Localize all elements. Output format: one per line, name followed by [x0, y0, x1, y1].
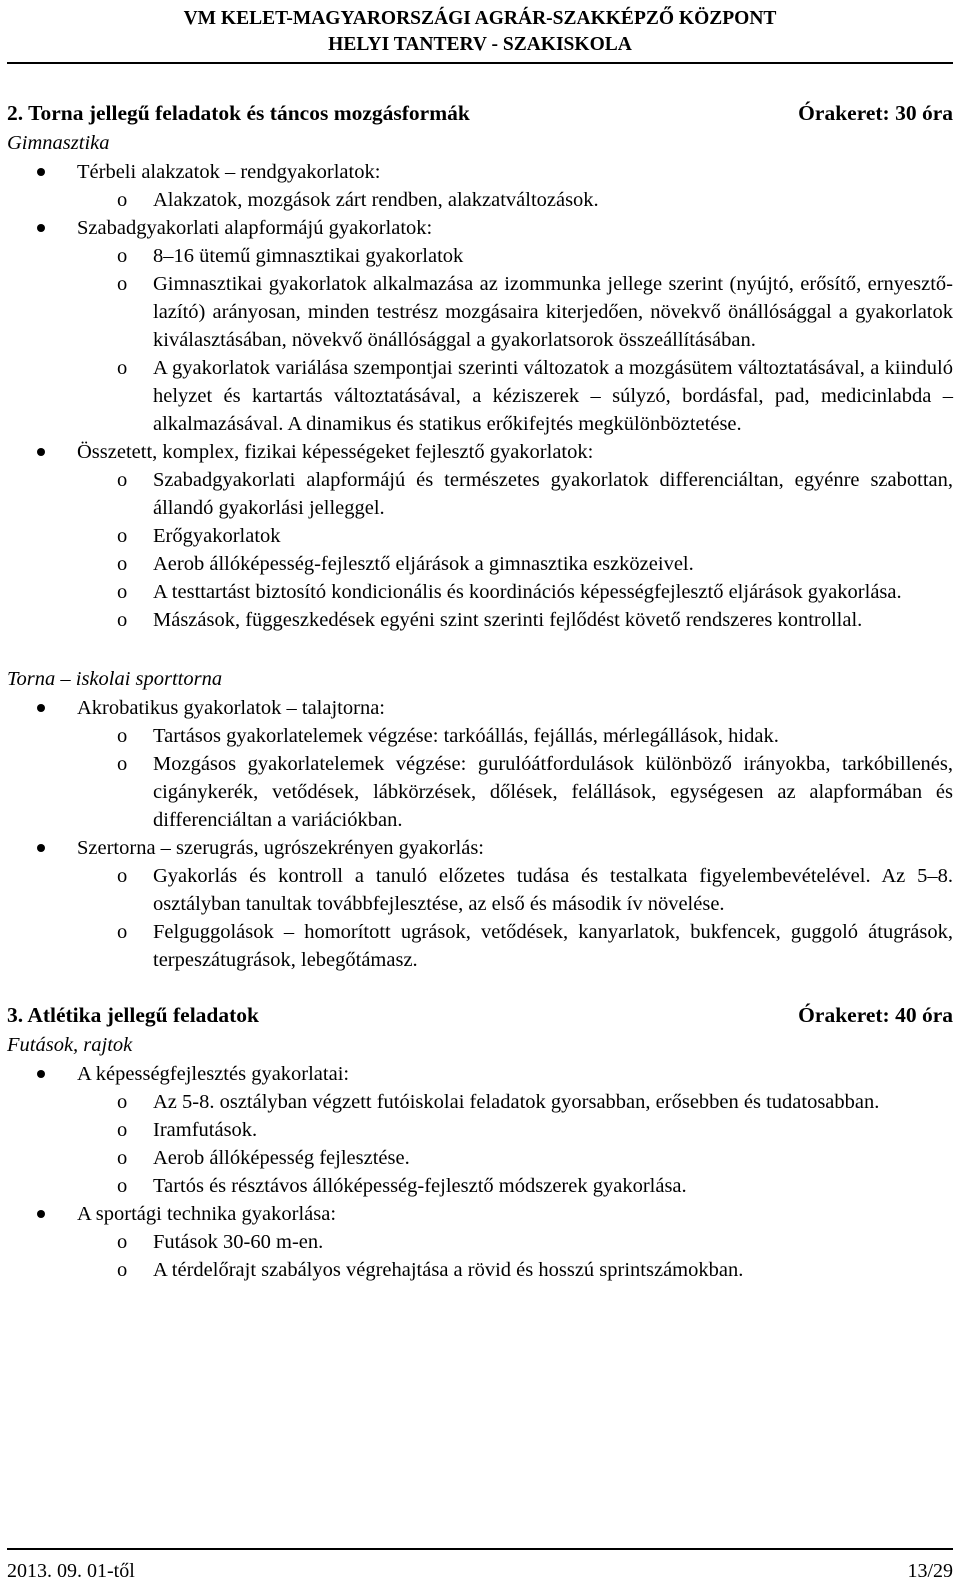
sub-item: o Szabadgyakorlati alapformájú és természetes gyakorlatok differenciáltan, egyénre szabottan, állandó gyakorlási jelleggel. [7, 466, 953, 522]
sub-item: o Felguggolások – homorított ugrások, vetődések, kanyarlatok, bukfencek, guggoló átugrások, terpeszátugrások, lebegőtámasz. [7, 918, 953, 974]
sub-list [7, 1088, 953, 1200]
sub-item: o A testtartást biztosító kondicionális és koordinációs képességfejlesztő eljárások gyakorlása. [7, 578, 953, 606]
bullet-item [7, 834, 953, 974]
sub-item: o A gyakorlatok variálása szempontjai szerinti változatok a mozgásütem változtatásával, a kiinduló helyzet és kartartás változtatásával, a kéziszerek – súlyzó, bordásfal, pad, medicinlabda – alkalmazásával. A dinamikus és statikus erőkifejtés megkülönböztetése. [7, 354, 953, 438]
section-title: 2. Torna jellegű feladatok és táncos mozgásformák [7, 101, 470, 125]
sub-item: o Tartásos gyakorlatelemek végzése: tarkóállás, fejállás, mérlegállások, hidak. [7, 722, 953, 750]
sub-item: o Futások 30-60 m-en. [7, 1228, 953, 1256]
bullet-list [7, 694, 953, 974]
bullet-item [7, 1200, 953, 1284]
bullet-list [7, 1060, 953, 1284]
sub-item: o 8–16 ütemű gimnasztikai gyakorlatok [7, 242, 953, 270]
document-body [7, 98, 953, 1284]
sub-item: o Aerob állóképesség fejlesztése. [7, 1144, 953, 1172]
page-number: 13/29 [907, 1560, 953, 1582]
section-hours: Órakeret: 30 óra [798, 101, 953, 125]
bullet-item [7, 438, 953, 634]
bullet-text: Akrobatikus gyakorlatok – talajtorna: [77, 697, 385, 719]
bullet-text: A sportági technika gyakorlása: [77, 1203, 337, 1225]
sub-item: o Tartós és résztávos állóképesség-fejlesztő módszerek gyakorlása. [7, 1172, 953, 1200]
sub-list [7, 186, 953, 214]
section-title: 3. Atlétika jellegű feladatok [7, 1003, 260, 1027]
bullet-text: Összetett, komplex, fizikai képességeket fejlesztő gyakorlatok: [77, 441, 594, 463]
bullet-text: A képességfejlesztés gyakorlatai: [77, 1063, 350, 1085]
sub-item: o Az 5-8. osztályban végzett futóiskolai feladatok gyorsabban, erősebben és tudatosabban. [7, 1088, 953, 1116]
bullet-text: Szertorna – szerugrás, ugrószekrényen gyakorlás: [77, 837, 484, 859]
sub-list [7, 862, 953, 974]
bullet-text: Szabadgyakorlati alapformájú gyakorlatok: [77, 217, 433, 239]
sub-item: o Aerob állóképesség-fejlesztő eljárások a gimnasztika eszközeivel. [7, 550, 953, 578]
section-3-heading [7, 1000, 953, 1030]
bullet-item [7, 214, 953, 438]
sub-item: o Gyakorlás és kontroll a tanuló előzetes tudása és testalkata figyelembevételével. Az 5–8. osztályban tanultak továbbfejlesztése, az első és második ív növelése. [7, 862, 953, 918]
footer-date: 2013. 09. 01-től [7, 1560, 135, 1582]
subsection-heading: Gimnasztika [7, 132, 110, 154]
sub-list [7, 722, 953, 834]
subsection-heading: Futások, rajtok [7, 1034, 133, 1056]
header-rule [7, 62, 953, 64]
bullet-list [7, 158, 953, 634]
sub-item: o Erőgyakorlatok [7, 522, 953, 550]
sub-list [7, 1228, 953, 1284]
sub-list [7, 242, 953, 438]
header-line-2: HELYI TANTERV - SZAKISKOLA [328, 34, 632, 55]
section-2-heading [7, 98, 953, 128]
sub-item: o Alakzatok, mozgások zárt rendben, alakzatváltozások. [7, 186, 953, 214]
bullet-text: Térbeli alakzatok – rendgyakorlatok: [77, 161, 381, 183]
sub-item: o Mozgásos gyakorlatelemek végzése: gurulóátfordulások különböző irányokba, tarkóbillenés, cigánykerék, vetődések, lábkörzések, dőlések, felállások, egységesen az alapformában és differenciáltan a variációkban. [7, 750, 953, 834]
footer-rule [7, 1548, 953, 1550]
bullet-item [7, 1060, 953, 1200]
sub-list [7, 466, 953, 634]
section-hours: Órakeret: 40 óra [798, 1003, 953, 1027]
page-footer [7, 1558, 953, 1584]
sub-item: o Mászások, függeszkedések egyéni szint szerinti fejlődést követő rendszeres kontrollal. [7, 606, 953, 634]
header-line-1: VM KELET-MAGYARORSZÁGI AGRÁR-SZAKKÉPZŐ KÖZPONT [183, 8, 777, 29]
sub-item: o A térdelőrajt szabályos végrehajtása a rövid és hosszú sprintszámokban. [7, 1256, 953, 1284]
page-header [0, 6, 960, 58]
sub-item: o Gimnasztikai gyakorlatok alkalmazása az izommunka jellege szerint (nyújtó, erősítő, ernyesztő-lazító) arányosan, minden testrész mozgásaira kiterjedően, növekvő önállósággal a gyakorlatok kiválasztásában, növekvő önállósággal a gyakorlatsorok összeállításában. [7, 270, 953, 354]
bullet-item [7, 694, 953, 834]
subsection-heading: Torna – iskolai sporttorna [7, 668, 223, 690]
bullet-item [7, 158, 953, 214]
sub-item: o Iramfutások. [7, 1116, 953, 1144]
